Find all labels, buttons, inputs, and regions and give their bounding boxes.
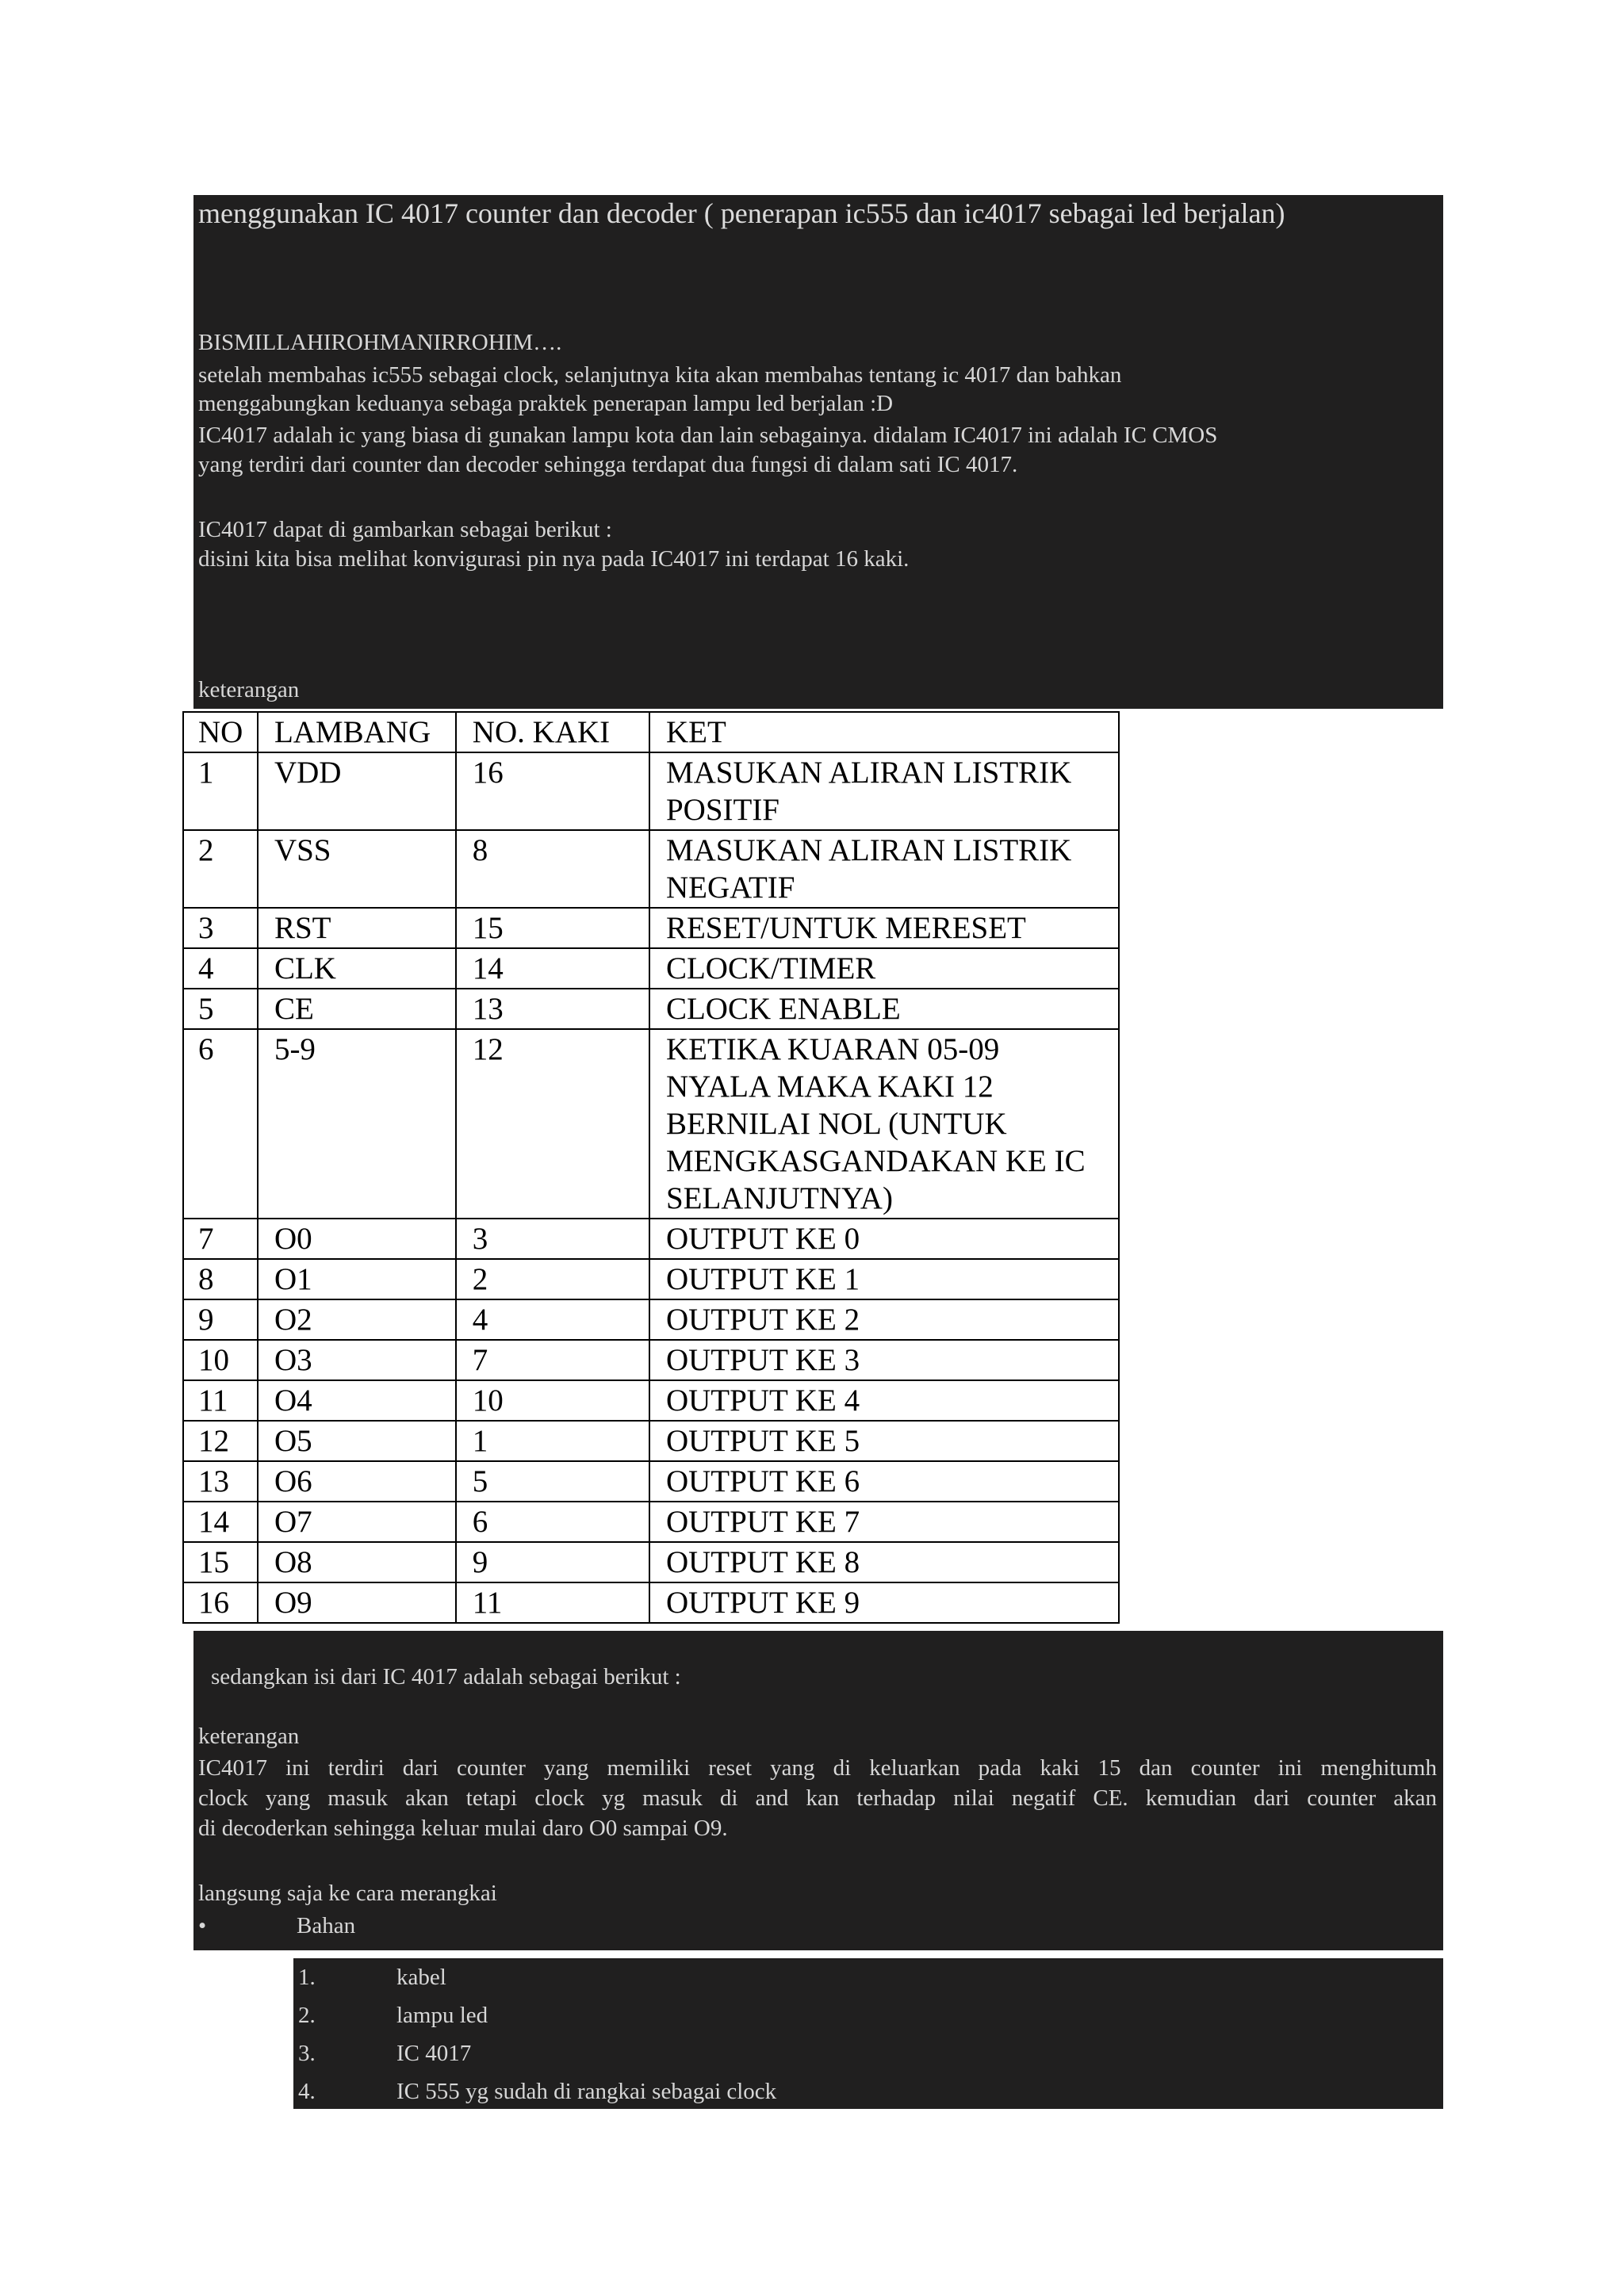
table-row [183,1461,1119,1502]
list-item-number: 4. [298,2079,316,2104]
cell-no: 4 [183,948,258,989]
list-item: lampu led [396,2003,488,2028]
cell-ket: OUTPUT KE 0 [649,1219,1119,1259]
cell-no-kaki: 10 [456,1380,649,1421]
cell-lambang: O1 [258,1259,456,1299]
cell-ket: CLOCK/TIMER [649,948,1119,989]
table-row [183,1299,1119,1340]
cell-lambang: CE [258,989,456,1029]
table-body [183,752,1119,1623]
cell-no-kaki: 12 [456,1029,649,1219]
cell-no: 14 [183,1502,258,1542]
list-item: IC 555 yg sudah di rangkai sebagai clock [396,2079,777,2104]
list-item-number: 2. [298,2003,316,2028]
header-no: NO [183,712,258,752]
table-row [183,1542,1119,1582]
cell-no-kaki: 6 [456,1502,649,1542]
intro-block [193,195,1443,709]
intro-line: yang terdiri dari counter dan decoder sehingga terdapat dua fungsi di dalam sati IC 4017. [198,452,1018,477]
cell-lambang: O7 [258,1502,456,1542]
cell-ket: KETIKA KUARAN 05-09 NYALA MAKA KAKI 12 BERNILAI NOL (UNTUK MENGKASGANDAKAN KE IC SELANJUTNYA) [649,1029,1119,1219]
langsung-text: langsung saja ke cara merangkai [198,1881,497,1906]
table-row [183,908,1119,948]
cell-no: 11 [183,1380,258,1421]
cell-ket: OUTPUT KE 6 [649,1461,1119,1502]
table-row [183,1380,1119,1421]
header-no-kaki: NO. KAKI [456,712,649,752]
cell-lambang: O5 [258,1421,456,1461]
cell-ket: OUTPUT KE 5 [649,1421,1119,1461]
intro-line: disini kita bisa melihat konvigurasi pin nya pada IC4017 ini terdapat 16 kaki. [198,546,910,572]
cell-ket: OUTPUT KE 2 [649,1299,1119,1340]
paragraph-line: IC4017 ini terdiri dari counter yang memiliki reset yang di keluarkan pada kaki 15 dan counter ini menghitumh [198,1755,1437,1781]
cell-ket: OUTPUT KE 1 [649,1259,1119,1299]
table-row [183,752,1119,830]
cell-ket: MASUKAN ALIRAN LISTRIK NEGATIF [649,830,1119,908]
table-row [183,1582,1119,1623]
cell-no: 1 [183,752,258,830]
cell-ket: OUTPUT KE 9 [649,1582,1119,1623]
table-row [183,989,1119,1029]
cell-no-kaki: 13 [456,989,649,1029]
description-block [193,1631,1443,1950]
section-intro: sedangkan isi dari IC 4017 adalah sebagai berikut : [211,1664,681,1689]
table-row [183,1219,1119,1259]
cell-no-kaki: 8 [456,830,649,908]
cell-no-kaki: 14 [456,948,649,989]
intro-line: menggabungkan keduanya sebaga praktek penerapan lampu led berjalan :D [198,391,894,416]
cell-no-kaki: 4 [456,1299,649,1340]
cell-lambang: O8 [258,1542,456,1582]
table-row [183,1259,1119,1299]
cell-lambang: VSS [258,830,456,908]
cell-no: 12 [183,1421,258,1461]
table-row [183,1421,1119,1461]
cell-no-kaki: 5 [456,1461,649,1502]
cell-ket: CLOCK ENABLE [649,989,1119,1029]
cell-no: 8 [183,1259,258,1299]
table-row [183,1502,1119,1542]
cell-lambang: O6 [258,1461,456,1502]
cell-ket: OUTPUT KE 8 [649,1542,1119,1582]
cell-no-kaki: 2 [456,1259,649,1299]
paragraph-line: di decoderkan sehingga keluar mulai daro O0 sampai O9. [198,1816,728,1841]
intro-line: setelah membahas ic555 sebagai clock, selanjutnya kita akan membahas tentang ic 4017 dan bahkan [198,362,1122,388]
cell-no-kaki: 11 [456,1582,649,1623]
cell-lambang: VDD [258,752,456,830]
cell-no: 15 [183,1542,258,1582]
cell-ket: OUTPUT KE 7 [649,1502,1119,1542]
cell-lambang: O3 [258,1340,456,1380]
cell-no: 16 [183,1582,258,1623]
header-lambang: LAMBANG [258,712,456,752]
intro-line: IC4017 adalah ic yang biasa di gunakan lampu kota dan lain sebagainya. didalam IC4017 ini adalah IC CMOS [198,423,1218,448]
bismillah-text: BISMILLAHIROHMANIRROHIM…. [198,330,562,355]
cell-no-kaki: 16 [456,752,649,830]
cell-lambang: O4 [258,1380,456,1421]
cell-ket: OUTPUT KE 3 [649,1340,1119,1380]
paragraph-line: clock yang masuk akan tetapi clock yg masuk di and kan terhadap nilai negatif CE. kemudian dari counter akan [198,1785,1437,1811]
keterangan-label: keterangan [198,677,300,702]
table-row [183,1340,1119,1380]
list-item: kabel [396,1965,446,1990]
cell-no-kaki: 3 [456,1219,649,1259]
page-title: menggunakan IC 4017 counter dan decoder ( penerapan ic555 dan ic4017 sebagai led berjalan) [198,197,1285,229]
cell-no: 13 [183,1461,258,1502]
cell-no-kaki: 9 [456,1542,649,1582]
table-row [183,1029,1119,1219]
cell-lambang: CLK [258,948,456,989]
cell-no: 2 [183,830,258,908]
bahan-label: Bahan [297,1913,356,1938]
table-row [183,830,1119,908]
cell-no: 10 [183,1340,258,1380]
cell-lambang: 5-9 [258,1029,456,1219]
cell-ket: OUTPUT KE 4 [649,1380,1119,1421]
list-item-number: 1. [298,1965,316,1990]
intro-line: IC4017 dapat di gambarkan sebagai berikut : [198,517,612,542]
table-row [183,948,1119,989]
list-item-number: 3. [298,2041,316,2066]
cell-no: 5 [183,989,258,1029]
header-ket: KET [649,712,1119,752]
cell-lambang: O2 [258,1299,456,1340]
cell-no-kaki: 1 [456,1421,649,1461]
cell-no: 6 [183,1029,258,1219]
cell-no-kaki: 15 [456,908,649,948]
cell-lambang: O9 [258,1582,456,1623]
cell-ket: RESET/UNTUK MERESET [649,908,1119,948]
cell-lambang: RST [258,908,456,948]
cell-no: 9 [183,1299,258,1340]
keterangan-label: keterangan [198,1724,300,1749]
table-header-row [183,712,1119,752]
bullet-icon: • [198,1913,207,1938]
list-item: IC 4017 [396,2041,472,2066]
cell-lambang: O0 [258,1219,456,1259]
cell-no: 7 [183,1219,258,1259]
materials-list [293,1958,1443,2109]
cell-no: 3 [183,908,258,948]
cell-no-kaki: 7 [456,1340,649,1380]
cell-ket: MASUKAN ALIRAN LISTRIK POSITIF [649,752,1119,830]
pin-table [182,711,1120,1624]
